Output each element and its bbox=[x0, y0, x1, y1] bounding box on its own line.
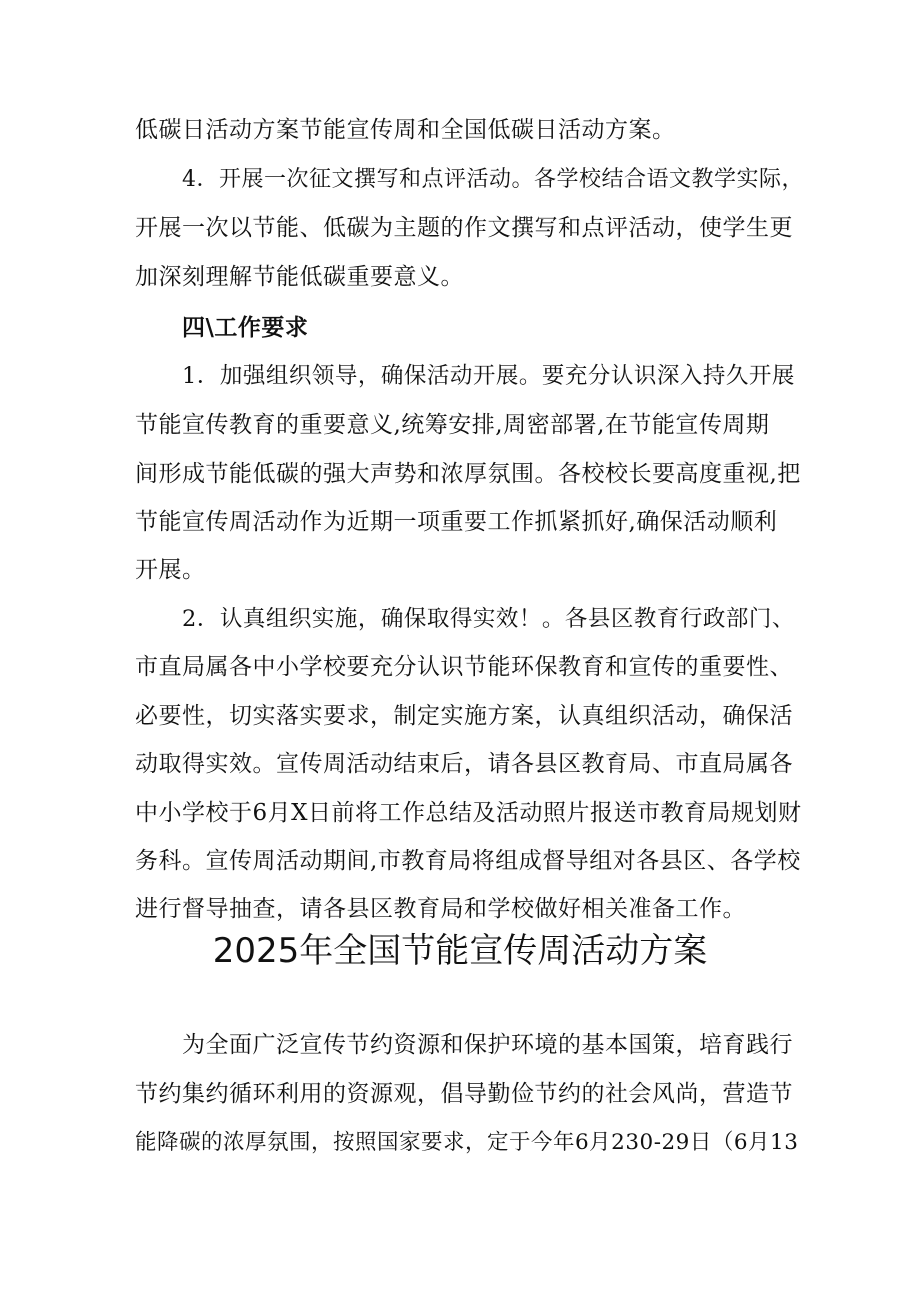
paragraph-line: 间形成节能低碳的强大声势和浓厚氛围。各校校长要高度重视,把 bbox=[135, 461, 801, 487]
paragraph-line: 4．开展一次征文撰写和点评活动。各学校结合语文教学实际， bbox=[182, 167, 804, 192]
paragraph-line: 中小学校于6月X日前将工作总结及活动照片报送市教育局规划财 bbox=[135, 800, 802, 826]
paragraph-line: 1．加强组织领导，确保活动开展。要充分认识深入持久开展 bbox=[182, 363, 795, 389]
paragraph-line: 低碳日活动方案节能宣传周和全国低碳日活动方案。 bbox=[135, 117, 676, 143]
paragraph-line: 节能宣传教育的重要意义,统筹安排,周密部署,在节能宣传周期 bbox=[135, 412, 770, 438]
paragraph-line: 市直局属各中小学校要充分认识节能环保教育和宣传的重要性、 bbox=[135, 654, 793, 680]
document-title: 2025年全国节能宣传周活动方案 bbox=[212, 931, 708, 971]
section-heading: 四\工作要求 bbox=[182, 314, 309, 341]
paragraph-line: 为全面广泛宣传节约资源和保护环境的基本国策，培育践行 bbox=[182, 1032, 793, 1058]
paragraph-line: 进行督导抽查，请各县区教育局和学校做好相关准备工作。 bbox=[135, 896, 746, 922]
paragraph-line: 节约集约循环利用的资源观，倡导勤俭节约的社会风尚，营造节 bbox=[135, 1081, 793, 1107]
paragraph-line: 开展一次以节能、低碳为主题的作文撰写和点评活动，使学生更 bbox=[135, 215, 793, 241]
paragraph-line: 务科。宣传周活动期间,市教育局将组成督导组对各县区、各学校 bbox=[135, 848, 801, 874]
paragraph-line: 节能宣传周活动作为近期一项重要工作抓紧抓好,确保活动顺利 bbox=[135, 509, 778, 535]
paragraph-line: 动取得实效。宣传周活动结束后，请各县区教育局、市直局属各 bbox=[135, 751, 793, 777]
paragraph-line: 2．认真组织实施，确保取得实效！。各县区教育行政部门、 bbox=[182, 606, 795, 632]
paragraph-line: 加深刻理解节能低碳重要意义。 bbox=[135, 264, 464, 290]
paragraph-line: 必要性，切实落实要求，制定实施方案，认真组织活动，确保活 bbox=[135, 703, 793, 729]
paragraph-line: 开展。 bbox=[135, 557, 206, 583]
paragraph-line: 能降碳的浓厚氛围，按照国家要求，定于今年6月230-29日（6月13 bbox=[135, 1130, 799, 1155]
